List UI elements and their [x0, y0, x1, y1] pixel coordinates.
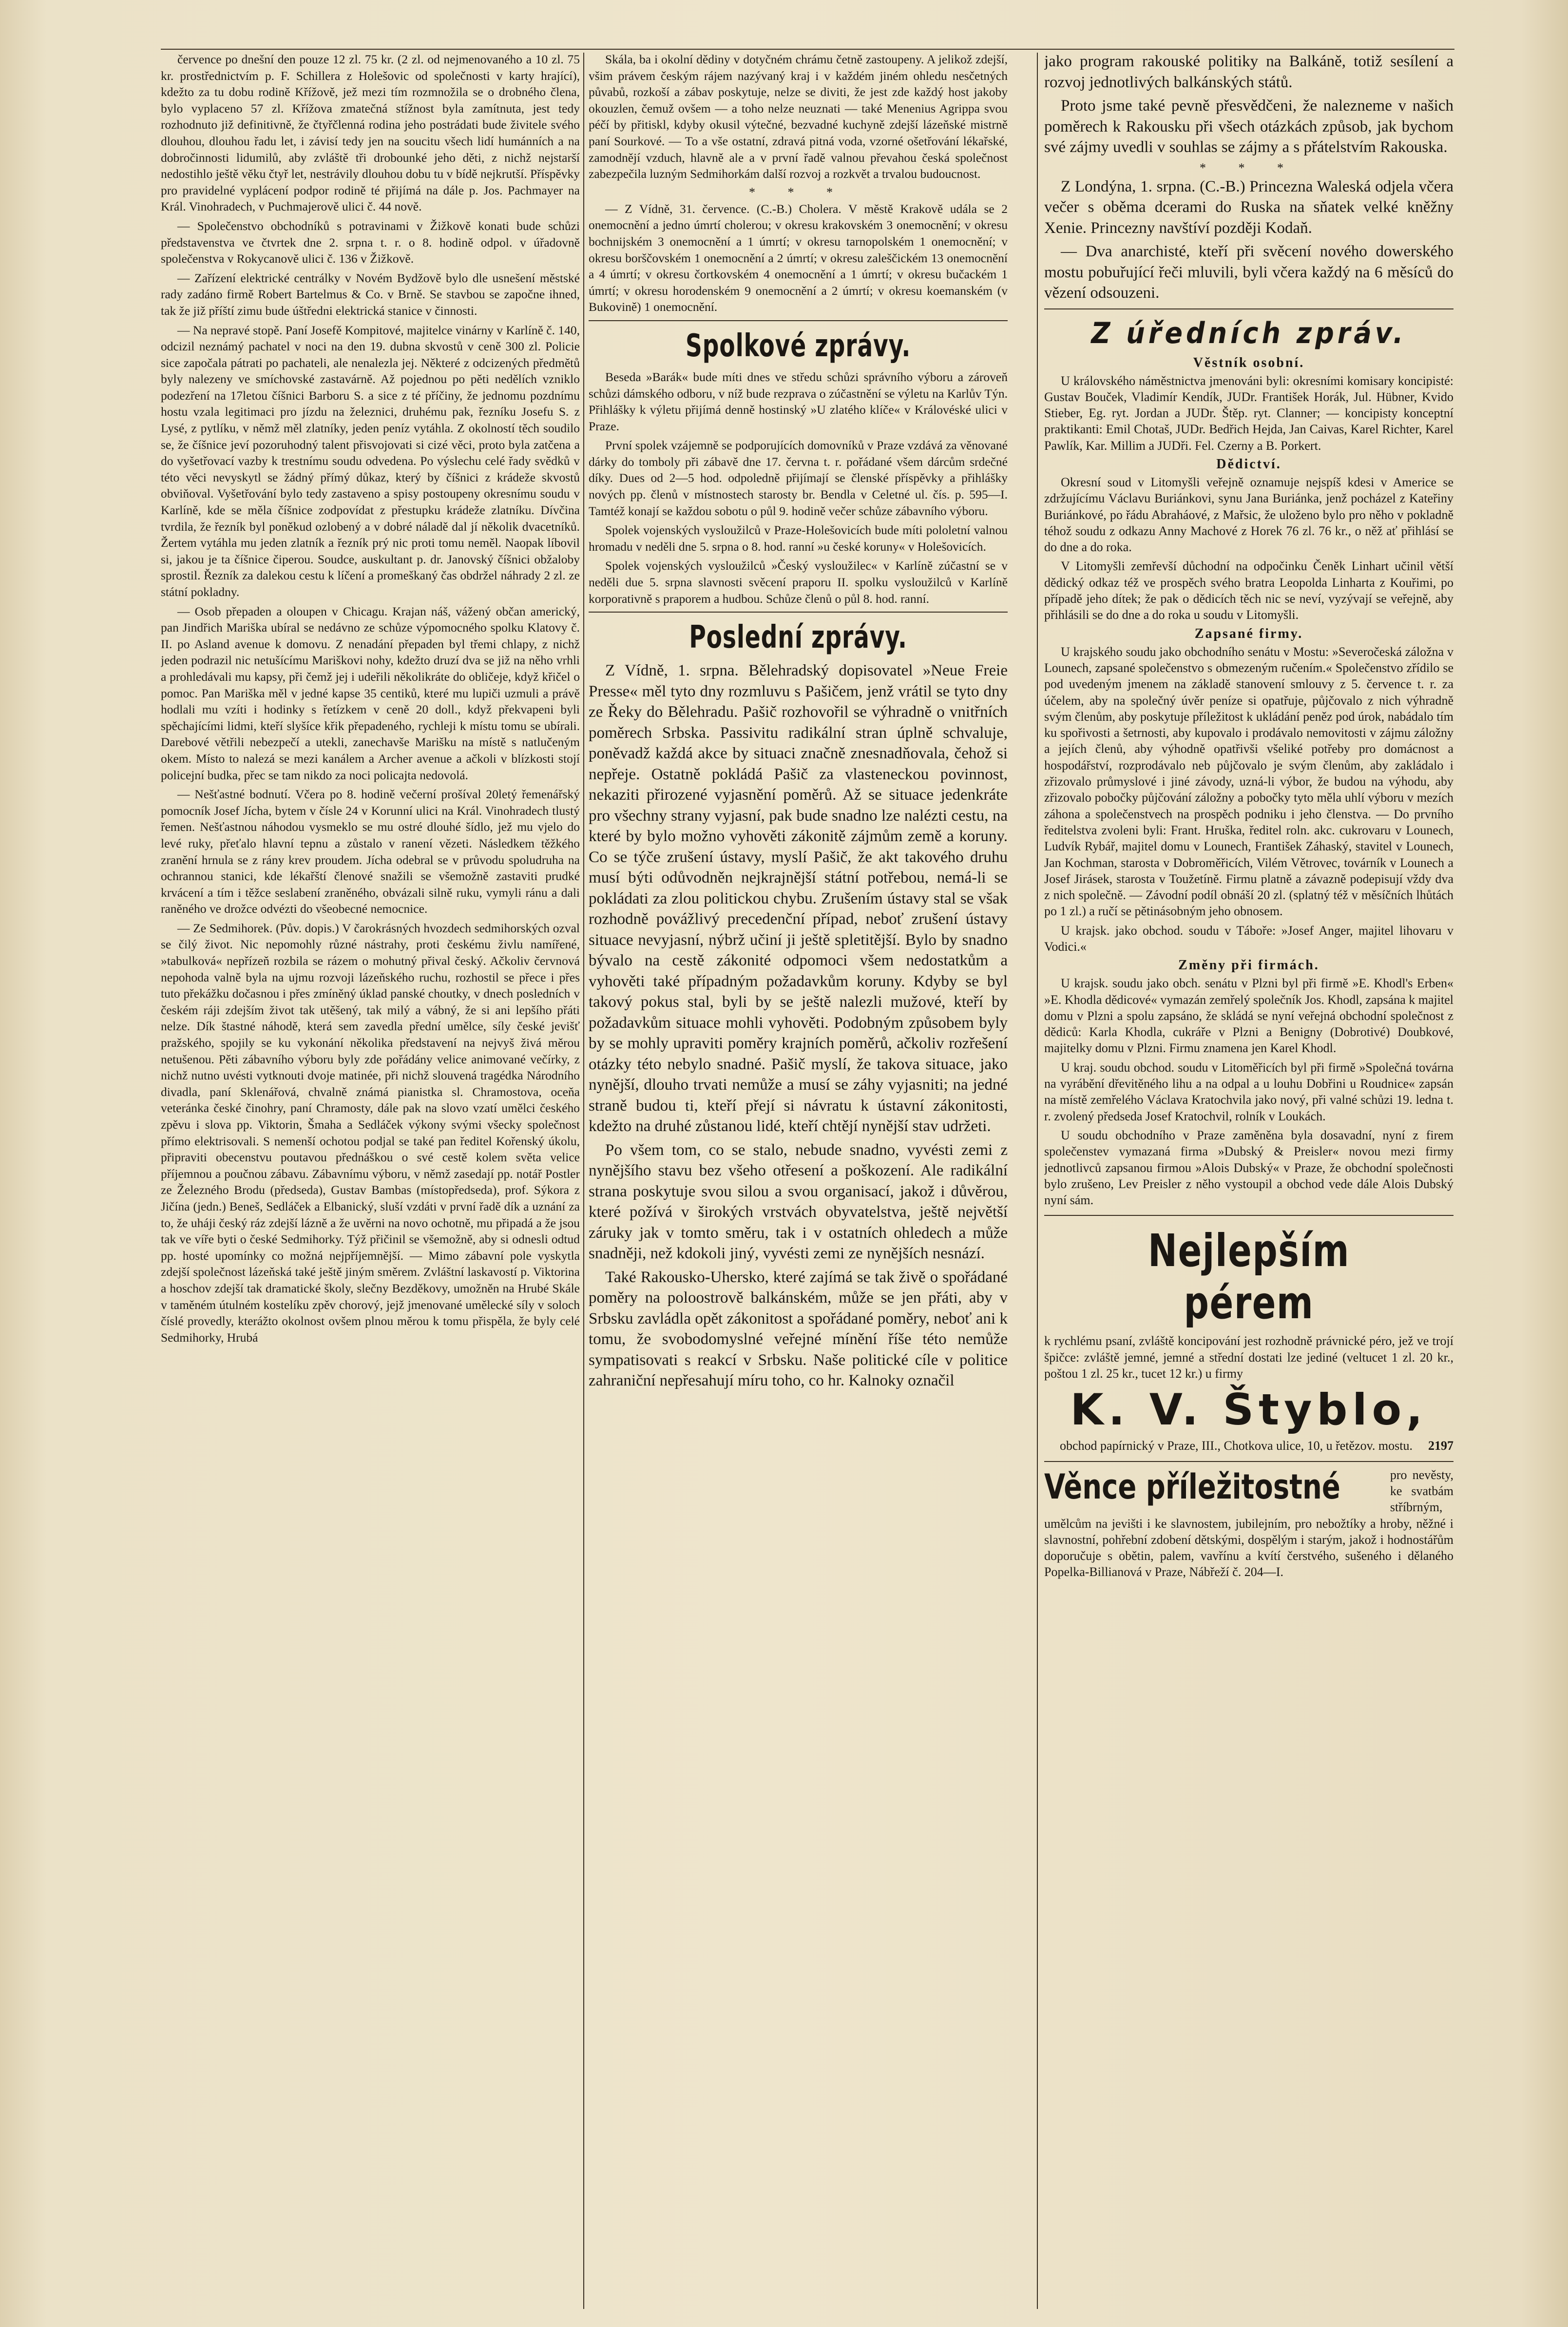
section-heading-posledni: Poslední zprávy. [689, 619, 907, 656]
paragraph-beseda-barak: Beseda »Barák« bude míti dnes ve středu schůzi správního výboru a zároveň schůzi dámského odboru, v níž bude rezprava o zúčastnění se výletu na Karlův Týn. Přihlášky k výletu přijímá denně hostinský »U zlatého klíče« v Královéské ulici v Praze. [589, 369, 1008, 433]
paragraph-nestastne-bodnuti: — Nešťastné bodnutí. Včera po 8. hodině večerní prošíval 20letý řemenářský pomocník Josef Jícha, bytem v čísle 24 v Korunní ulici na Král. Vinohradech tlustý řemen. Nešťastnou náhodou vysmeklo se mu ostré dlouhé šídlo, jež mu vjelo do levé ruky, přeťalo hlavní tepnu a zůstalo v ranení vězeti. Následkem těžkého zranění hrnula se z rány krev proudem. Jícha odebral se v průvodu spoludruha na ochrannou stanici, kde lékařští členové snažili se všemožně zastaviti prudké krvácení a tím i těžce seslabení zraněného, obvázali silně ruku, vymyli ránu a dali raněného ve drožce odvézti do všeobecné nemocnice. [161, 787, 580, 916]
section-rule [1044, 308, 1453, 309]
paragraph-skala: Skála, ba i okolní dědiny v dotyčném chrámu četně zastoupeny. A jelikož zdejší, všim právem českým rájem nazývaný kraj i v každém jiném ohledu nesčetných půvabů, rozkoší a zábav poskytuje, nelze se diviti, že jest zde každý host jakoby okouzlen, čemuž ovšem — a toho nelze neuznati — také Menenius Agrippa svou péčí by přitiskl, kdyby okusil výtečné, bezvadné kuchyně zdejší lázeňské mistrně paní Sourkové. — To a vše ostatní, zdravá pitná voda, vzorné ošetřování lékařské, zamodnějí vzduch, hlavně ale a v první řadě valnou převahou česká společnost zabezpečila luzným Sedmihorkám další rozvoj a rozkvět a trvalou budoucnost. [589, 52, 1008, 181]
section-heading-uredni: Z úředních zpráv. [1091, 316, 1407, 350]
advertisement-styblo [1044, 1215, 1453, 1454]
paragraph-balkan: jako program rakouské politiky na Balkáně, totiž sesílení a rozvoj jednotlivých balkánských států. [1044, 53, 1453, 91]
ad-text: k rychlému psaní, zvláště koncipování jest rozhodně právnické péro, jež ve trojí špičce: zvláště jemné, jemné a střední dostati lze jediné (veltucet 1 zl. 20 kr., poštou 1 zl. 25 kr., tucet 12 kr.) u firmy [1044, 1334, 1453, 1381]
paragraph-radikalni-strana: Po všem tom, co se stalo, nebude snadno, vyvésti zemi z nynějšího stavu bez všeho otřesení a poškození. Ale radikální strana poskytuje svou silou a svou organisací, jakož i důvěrou, které požívá v širokých vrstvách obyvatelstva, ještě největší záruky jak v tomto směru, tak i v ostatních ohledech a může snadněji, než kdokoli jiný, vyvésti zemi ze nynějších nesnází. [589, 1141, 1008, 1263]
paragraph-pasic: Z Vídně, 1. srpna. Bělehradský dopisovatel »Neue Freie Presse« měl tyto dny rozmluvu s Pašičem, jenž vrátil se tyto dny ze Řeky do Bělehradu. Pašič rozhovořil se výhradně o vnitřních poměrech Srbska. Passivitu radikální stran úplně schvaluje, poněvadž každá akce by situaci značně znesnadňovala, čehož si nepřeje. Ostatně pokládá Pašič za vlasteneckou povinnost, nekaziti přirozené vyjasnění poměrů. Až se situace jedenkráte pro všechny strany vyjasní, pak bude snadno lze nalézti cestu, na které by bylo možno vyhověti zákonitě zájmům země a koruny. Co se týče zrušení ústavy, myslí Pašič, že akt takového druhu musí býti odůvodněn nejkrajnější státní potřebou, nemá-li se pokládati za zlou politickou chybu. Zrušením ústavy stal se však rozhodně povážlivý precedenční případ, neboť zrušení ústavy situace nevyjasní, nýbrž učiní ji ještě spletitější. Bylo by snadno bývalo na cestě zákonité odpomoci všem nedostatkům a vyhověti také případným požadavkům koruny. Kdyby se byl takový pokus stal, byli by se ještě nalezli mužové, kteří by požadavkům situace mohli vyhověti. Podobným způsobem byly by se mohly upraviti poměry krajních poměrů, ačkoliv rozřešení otázky této nebylo snadné. Pašič myslí, že takova situace, jako nynější, dlouho trvati nemůže a musí se záhy vyjasniti; na jedné straně budou ti, kteří přejí si návratu k ústavní zákonitosti, kdežto na druhé zůstanou lidé, kteří chtějí nynější stav udržeti. [589, 662, 1008, 1135]
paragraph-dedictvi-2: V Litomyšli zemřevší důchodní na odpočinku Čeněk Linhart učinil větší dědický odkaz též ve prospěch svého bratra Leopolda Linharta z Kouřimi, po případě jeho dítek; že pak o dědicích těch nic se neví, vyzývají se veřejně, aby přihlásili se do dne a do roka u soudu v Litomyšli. [1044, 559, 1453, 622]
paragraph-neprave-stope: — Na nepravé stopě. Paní Josefě Kompitové, majitelce vinárny v Karlíně č. 140, odcizil neznámý pachatel v noci na den 19. dubna skvostů v ceně 300 zl. Policie sice započala pátrati po pachateli, ale nenalezla jej. Některé z odcizených předmětů byly nalezeny ve smíchovské zastavárně. Až pojednou po pěti nedělích vzniklo podezření na 17letou číšnici Barboru S. a sice z té příčiny, že jednomu pozdnímu hostu vzala legitimaci pro jízdu na železnici, druhému pak, řezníku Josefu S. z Lysé, z pytlíku, v němž měl zlatníky, jeden peníz vytáhla. Z okolností těch soudilo se, že číšnice jeví pozoruhodný talent přisvojovati si cizé věci, proto byla zatčena a do vyšetřovací vazby k trestnímu soudu odvedena. Po výslechu celé řady svědků v této věci nevyskytl se žádný přímý důkaz, který by číšnici z krádeže skvostů obviňoval. Vyšetřování bylo tedy zastaveno a spisy postoupeny okresnímu soudu v Karlíně, kde se měla číšnice zodpovídat z přestupku krádeže zlatníku. Dívčina tvrdila, že řezník byl poněkud ozlobený a v dobré náladě dal jí několik dvacetníků. Žertem vytáhla mu jeden zlatník a řezník prý nic proti tomu neměl. Naopak líbovil si, jakou je ta číšnice čiperou. Soudce, auskultant p. dr. Janovský číšnici obžaloby sprostil. Řezník za dalekou cestu k líčení a promeškaný čas obdržel náhrady 2 zl. ze státní pokladny. [161, 323, 580, 599]
paragraph-anarchiste: — Dva anarchisté, kteří při svěcení nového dowerského mostu pobuřující řeči mluvili, byli včera každý na 6 měsíců do vězení odsouzeni. [1044, 243, 1453, 302]
paragraph-dedictvi-1: Okresní soud v Litomyšli veřejně oznamuje nejspíš kdesi v Americe se zdržujícímu Václavu Buriánkovi, synu Jana Buriánka, jenž pocházel z Kateřiny Buriánkové, po řádu Abraháové, z Mařsic, že uloženo bylo pro něho v pokladně téhož soudu z odkazu Anny Machové z Horek 76 zl. 76 kr., o něž ať přihlásí se do dne a do roka. [1044, 475, 1453, 555]
paragraph-domovniku: První spolek vzájemně se podporujících domovníků v Praze vzdává za věnované dárky do tomboly při zábavě dne 17. června t. r. pořádané všem dárcům srdečné díky. Dues od 2—5 hod. odpoledně přijímají se členské příspěvky a přihlášky nových pp. členů v místnostech starosty br. Bendla v Celetné ul. čís. p. 595—I. Tamtéž konají se každou sobotu o půl 9. hodině večer schůze zábavního výboru. [589, 438, 1008, 518]
column-rule-1 [583, 53, 584, 2309]
top-rule [161, 49, 1454, 50]
section-heading-spolkove: Spolkové zprávy. [685, 327, 911, 364]
paragraph-chicago: — Osob přepaden a oloupen v Chicagu. Krajan náš, vážený občan americký, pan Jindřich Mariška ubíral se nedávno ze schůze výpomocného spolku Klatovy č. II. po Asland avenue k domovu. Z nenadání přepaden byl třemi chlapy, z nichž jeden podrazil nic netušícímu Mariškovi nohy, kdežto druzí dva se již na něho vrhli a prohledávali mu kapsy, při čemž jej i udeřili několikráte do obličeje, když křičel o pomoc. Pan Mariška měl v jedné kapse 35 centiků, které mu lupiči uzmuli a právě hodlali mu vzíti i hodinky s řetízkem v ceně 20 doll., když překvapeni byli spěchajícími lidmi, kteří slyšíce křik přepadeného, rychleji k místu tomu se ubírali. Darebové větřili nebezpečí a utekli, zanechavše Marišku na místě s natlučeným okem. Místo to nalezá se mezi kanálem a Archer avenue a ačkoli v blízkosti stojí policejní budka, přec se tam nikdo za noci policajta nedovolá. [161, 604, 580, 782]
paragraph-krizova: července po dnešní den pouze 12 zl. 75 kr. (2 zl. od nejmenovaného a 10 zl. 75 kr. prostřednictvím p. F. Schillera z Holešovic od společnosti v karty hrající), kdežto za tu dobu rodině Křížově, jež mezi tím rozmnožila se o drobného člena, bylo vyplaceno 57 zl. Křížova zmatečná stížnost byla zamítnuta, jest tedy rozhodnuto již definitivně, že čtyřčlenná rodina jeho postrádati bude živitele svého dlouhou, dlouhou řadu let, i závisí tedy jen na soucitu všech lidí humánních a na dobročinnosti lidumilů, aby zvláště tři drobounké jeho děti, z nichž nejstarší nedostihlo ještě věku čtyř let, nestrávily dlouhou dobu tu v bídě nejkrutší. Příspěvky pro pravidelné vyplácení podpor rodině té přijímá na dále p. Jos. Pachmayer na Král. Vinohradech, v Puchmajerově ulici č. 44 nově. [161, 52, 580, 214]
subheading-dedictvi: Dědictví. [1216, 456, 1281, 472]
ad-address: obchod papírnický v Praze, III., Chotkova ulice, 10, u řetězov. mostu. [1060, 1439, 1413, 1453]
subheading-zmeny: Změny při firmách. [1178, 958, 1319, 973]
paragraph-zmeny-3: U soudu obchodního v Praze zaměněna byla dosavadní, nyní z firem společenstev vymazaná firma »Dubský & Preisler« novou mezi firmy jednotlivců zapsanou firmou »Alois Dubský« v Praze, že obchodní společnosti bylo zrušeno, Lev Preisler z něho vystoupil a obchod vede dále Alois Dubský nyní sám. [1044, 1128, 1453, 1208]
subheading-vestnik: Věstník osobní. [1193, 355, 1305, 370]
paragraph-zmeny-1: U krajsk. soudu jako obch. senátu v Plzni byl při firmě »E. Khodl's Erben« »E. Khodla dědicové« vymazán zemřelý společník Jos. Khodl, zapsána k majitel domu v Plzni a spolu zapsáno, že skládá se nyní veřejná obchodní společnost z dědiců: Karla Khodla, cukráře v Plzni a Benigny (Dobrotivé) Doubkové, majitelky domu v Plzni. Firmu znamena jen Karel Khodl. [1044, 976, 1453, 1056]
paragraph-rakousko-uhersko: Také Rakousko-Uhersko, které zajímá se tak živě o spořádané poměry na poloostrově balkánském, může se jen přáti, aby v Srbsku zavládla opět zákonitost a spořádané poměry, neboť ani k tomu, že svobodomyslné veřejné mínění říše této nemůže sympatisovati s reakcí v Srbsku. Naše politické cíle v politice zahraniční nepřesahují míru toho, co hr. Kalnoky označil [589, 1268, 1008, 1390]
separator-stars: * * * [1200, 160, 1298, 175]
column-1 [161, 51, 580, 2312]
paragraph-firmy-2: U krajsk. jako obchod. soudu v Táboře: »Josef Anger, majitel lihovaru v Vodici.« [1044, 923, 1453, 954]
paragraph-cholera: — Z Vídně, 31. července. (C.-B.) Cholera. V městě Krakově udála se 2 onemocnění a jedno úmrtí cholerou; v okresu krakovském 3 onemocnění; v okresu bochnijském 3 onemocnění a 1 úmrtí; v okresu tarnopolském 1 onemocnění; v okresu borščovském 1 onemocnění a 2 úmrtí; v okresu zaleščickém 13 onemocnění a 4 úmrtí; v okresu čortkovském 4 onemocnění a 1 úmrtí; v okresu bučackém 1 úmrtí; v okresu horodenském 9 onemocnění a 2 úmrtí; v okresu koemanském (v Bukovině) 1 onemocnění. [589, 201, 1008, 314]
subheading-firmy: Zapsané firmy. [1194, 626, 1303, 641]
ad-firm-name: K. V. Štyblo, [1070, 1385, 1428, 1435]
column-rule-2 [1037, 53, 1038, 2309]
ad-number: 2197 [1428, 1439, 1453, 1453]
paragraph-vestnik: U královského náměstnictva jmenováni byli: okresními komisary koncipisté: Gustav Bouček, Vladimír Kendík, JUDr. František Horák, Jul. Hübner, Kvido Stieber, Eg. ryt. Jordan a JUDr. Štěp. ryt. Clanner; — koncipisty konceptní praktikanti: Emil Chotaš, JUDr. Bedřich Hejda, Jan Caivas, Karel Richter, Karel Pawlík, Kar. Millim a JUDři. Fel. Czerny a B. Porkert. [1044, 373, 1453, 453]
ad2-headline: Věnce příležitostné [1044, 1466, 1340, 1507]
separator-stars: * * * [749, 185, 847, 199]
paragraph-elektricka-centralka: — Zařízení elektrické centrálky v Novém Bydžově bylo dle usnešení městské rady zadáno firmě Robert Bartelmus & Co. v Brně. Se stavbou se započne ihned, tak že již příští zimu bude úštředni elektrická stanice v činnosti. [161, 270, 580, 318]
paragraph-londyn: Z Londýna, 1. srpna. (C.-B.) Princezna Waleská odjela včera večer s oběma dcerami do Ruska na sňatek velké kněžny Xenie. Princezny navštíví později Kodaň. [1044, 177, 1453, 237]
paragraph-presvedceni: Proto jsme také pevně přesvědčeni, že nalezneme v našich poměrech k Rakousku při všech otázkách způsob, jak bychom své zájmy uvedli v souhlas se zájmy a s přátelstvím Rakouska. [1044, 97, 1453, 156]
paragraph-vyslouzilci-karlin: Spolek vojenských vysloužilců »Český vysloužilec« v Karlíně zúčastní se v neděli due 5. srpna slavnosti svěcení praporu II. spolku vysloužilců v Karlíně korporativně s praporem a hudbou. Schůze členů o půl 8. hod. ranní. [589, 558, 1008, 606]
section-rule [589, 612, 1008, 613]
paragraph-vyslouzilci-holesovice: Spolek vojenských vysloužilců v Praze-Holešovicích bude míti pololetní valnou hromadu v neděli dne 5. srpna o 8. hod. ranní »u české koruny« v Holešovicích. [589, 523, 1008, 554]
advertisement-popelka [1044, 1461, 1453, 1584]
ad2-text: pro nevěsty, ke svatbám stříbrným, umělcům na jevišti i ke slavnostem, jubilejním, pro nebožtíky a hroby, něžné i slavnostní, pohřební zdobení dětskými, dospělým i starým, jakož i hodnostářům doporučuje s obětin, palem, vavřínu a kvítí čerstvého, sušeného i dělaného Popelka-Billianová v Praze, Nábřeží č. 204—I. [1044, 1467, 1453, 1579]
paragraph-zmeny-2: U kraj. soudu obchod. soudu v Litoměřicích byl při firmě »Společná továrna na vyrábění dřevitěného lihu a na odpal a u louhu Dobřini u Roudnice« zapsán na místě zemřelého Václava Kratochvila jako nový, při valné schůzi 19. ledna t. r. zvolený předseda Josef Kratochvil, rolník v Loukách. [1044, 1060, 1453, 1123]
ad-headline: Nejlepším pérem [1147, 1225, 1350, 1329]
paragraph-sedmihorky: — Ze Sedmihorek. (Pův. dopis.) V čarokrásných hvozdech sedmihorských ozval se čilý život. Nic nepomohly různé nástrahy, proti českému živlu namířené, »tabulková« nepřízeň rozbila se rázem o mohutný přival český. Ačkoliv červnová nepohoda valně byla na ujmu rozvoji lázeňského ruchu, rozhostil se přece i přes tuto překážku dočasnou i přes zmíněný úklad panské choutky, v dnech posledních v českém ráji zdejším život tak utěšený, tak milý a vábný, že si ani lepšího přáti nelze. Dík štastné náhodě, která sem zavedla přední umělce, síly české jevišť pražského, spojily se ku vykonání několika představení na nejvyš živá měrou netušenou. Pěti zábavního výboru byly zde pořádány velice animované večírky, z nichž nutno uvésti vytknouti dvoje matinée, při nichž slouvená tragédka Národního divadla, paní Sklenářová, chvalně známá pianistka sl. Chramostova, oceňa veteránka české činohry, paní Chramosty, dále pak na slovo vzatí umělci českého zpěvu i slova pp. Viktorin, Šmaha a Sedláček výkony svými všecky společnost přímo elektrisovali. S nemenší ochotou podjal se také pan ředitel Kořenský úkolu, připraviti obecenstvu poutavou přednáškou o své cestě kolem světa velice příjemnou a poučnou zábavu. Zábavnímu výboru, v němž zasedají pp. notář Postler ze Železného Brodu (předseda), Gustav Bambas (místopředseda), prof. Sýkora z Jičína (jedn.) Beneš, Sedláček a Elbanický, sluší vzdáti v první řadě dík a uznání za to, že uháji český ráz zdejší lázně a že uvěrni na novo ochotně, mu připadá a že jsou tak ve víře byti o české Sedmihorky. Týž přičinil se všemožně, aby si odnesli odtud pp. hosté upomínky co možná nejpříjemnější. — Mimo zábavní pole vyskytla zdejší společnost lázeňská také ještě jiným směrem. Zvláštní laskavostí p. Viktorina a hoschov zdejší tak dramatické školy, slečny Bezděkovy, umožněn na Hrubé Skále v taměném útulném kostelíku zpěv chorový, jejž jmenované umělecké síly v soloch číslé provedly, kterážto okolnost ovšem plnou měrou k tomu přispěla, že byly celé Sedmihorky, Hrubá [161, 921, 580, 1345]
column-3 [1044, 51, 1453, 2312]
paragraph-firmy-1: U krajského soudu jako obchodního senátu v Mostu: »Severočeská záložna v Lounech, zapsané společenstvo s obmezeným ručením.« Společenstvo zřídilo se pod uvedeným jmenem na základě stanovení smlouvy z 5. července t. r. za účelem, aby na společný úvěr peníze si opatřuje, půjčovalo z nich výhradně svým členům, aby poskytuje příležitost k ukládání peněz pod úrok, nabádalo tím ku spořivosti a šetrnosti, aby kupovalo i prodávalo nemovitosti v zájmu záložny a jejích členů, aby výhodně opatřivši všeliké potřeby pro domácnost a hospodářství, rozprodávalo neb půjčovalo je svým členům, aby zakládalo i zřizovalo průmyslové i jiné závody, uzná-li výbor, že budou na výhodu, aby zřizovalo pobočky půjčování záložny a pobočky tyto měla uhlí výboru v mezích záhona a společenstvech na prospěch podniku i jeho členstva. — Do prvního ředitelstva zvoleni byli: Frant. Hruška, ředitel roln. akc. cukrovaru v Lounech, Ludvík Rybář, majitel domu v Lounech, František Záhaský, stavitel v Lounech, Jan Kochman, starosta v Dobroměřicích, Vilém Větrovec, továrník v Lounech a Josef Jirásek, starosta v Toužetíně. Firmu platně a závazně podepisují vždy dva z nich společně. — Závodní podíl obnáší 20 zl. (splatný též v měsíčních lhůtách po 1 zl.) a ručí se pětinásobným jeho obnosem. [1044, 644, 1453, 919]
section-rule [589, 320, 1008, 321]
column-2 [589, 51, 1008, 2312]
paragraph-spolecenstvo: — Společenstvo obchodníků s potravinami v Žižkově konati bude schůzi představenstva ve čtvrtek dne 2. srpna t. r. o 8. hodině odpol. v úřadovně společenstva v Rokycanově ulici č. 136 v Žižkově. [161, 218, 580, 266]
